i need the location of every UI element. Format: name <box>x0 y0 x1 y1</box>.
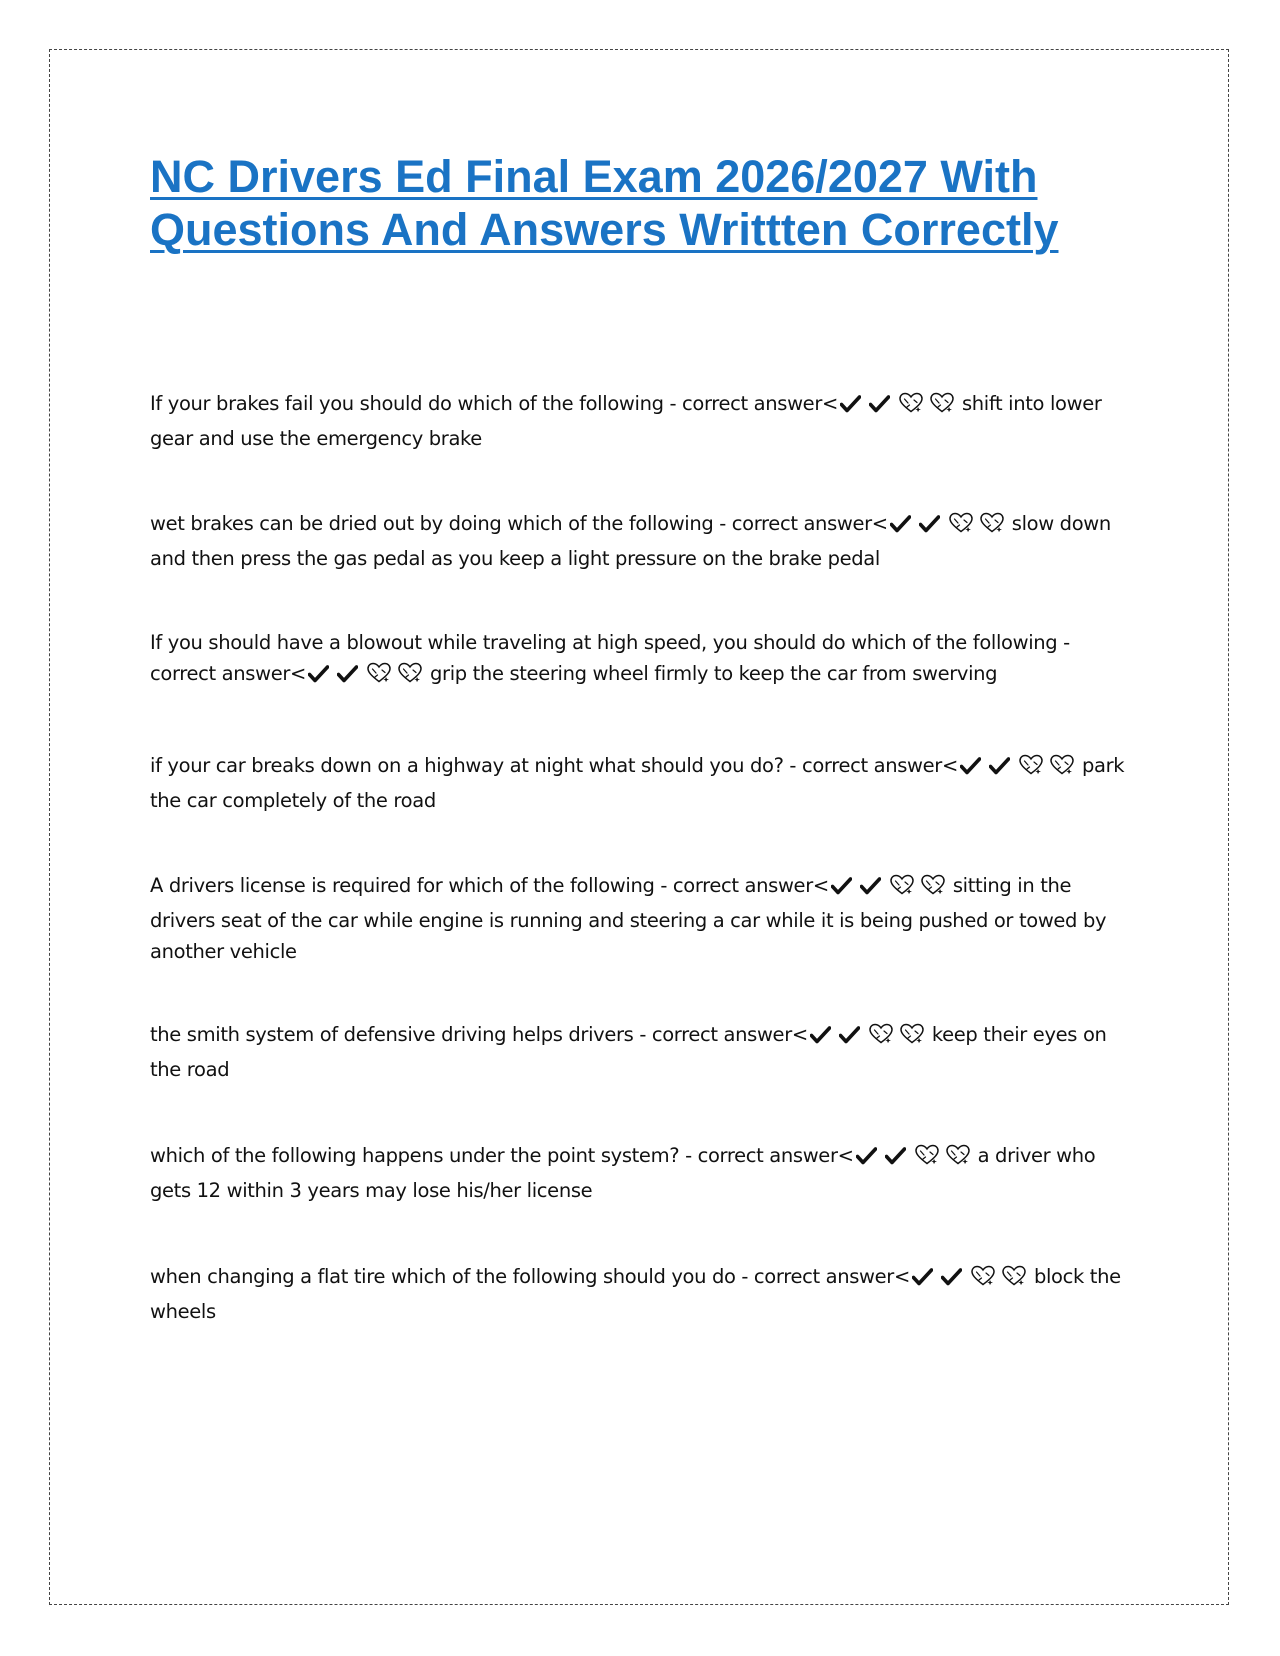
answer-text: a driver who gets 12 within 3 years may lose his/her license <box>150 1144 1096 1202</box>
question-text: if your car breaks down on a highway at night what should you do? - correct answer< <box>150 754 958 777</box>
check-icon <box>856 1143 877 1174</box>
question-text: wet brakes can be dried out by doing which of the following - correct answer< <box>150 512 888 535</box>
answer-text: sitting in the drivers seat of the car while engine is running and steering a car while it is being pushed or towed by another vehicle <box>150 874 1107 963</box>
check-icon <box>989 753 1010 784</box>
check-icon <box>919 511 940 542</box>
heart-icon <box>1018 754 1044 785</box>
qa-item <box>150 627 1130 693</box>
answer-text: slow down and then press the gas pedal as you keep a light pressure on the brake pedal <box>150 512 1111 570</box>
answer-marks <box>831 870 951 905</box>
heart-icon <box>868 1023 894 1054</box>
check-icon <box>810 1022 831 1053</box>
page-border <box>49 49 1229 1605</box>
question-text: when changing a flat tire which of the following should you do - correct answer< <box>150 1265 910 1288</box>
question-text: If you should have a blowout while traveling at high speed, you should do which of the following - correct answer< <box>150 631 1070 685</box>
qa-item <box>150 870 1130 967</box>
qa-item <box>150 388 1130 454</box>
answer-marks <box>840 388 960 423</box>
question-text: If your brakes fail you should do which of the following - correct answer< <box>150 392 838 415</box>
check-icon <box>890 511 911 542</box>
answer-marks <box>912 1261 1032 1296</box>
heart-icon <box>889 874 915 905</box>
answer-text: park the car completely of the road <box>150 754 1125 812</box>
answer-text: keep their eyes on the road <box>150 1023 1107 1081</box>
heart-icon <box>366 662 392 693</box>
check-icon <box>308 661 329 692</box>
question-text: A drivers license is required for which of the following - correct answer< <box>150 874 829 897</box>
qa-item <box>150 508 1130 574</box>
heart-icon <box>914 1144 940 1175</box>
check-icon <box>885 1143 906 1174</box>
check-icon <box>337 661 358 692</box>
check-icon <box>839 1022 860 1053</box>
heart-icon <box>929 392 955 423</box>
heart-icon <box>899 1023 925 1054</box>
check-icon <box>912 1264 933 1295</box>
document-title-text: NC Drivers Ed Final Exam 2026/2027 With Questions And Answers Writtten Correctly <box>150 151 1059 255</box>
heart-icon <box>970 1265 996 1296</box>
heart-icon <box>945 1144 971 1175</box>
check-icon <box>941 1264 962 1295</box>
check-icon <box>869 391 890 422</box>
heart-icon <box>979 512 1005 543</box>
qa-item <box>150 1140 1130 1206</box>
question-text: which of the following happens under the point system? - correct answer< <box>150 1144 854 1167</box>
document-title <box>150 150 1110 256</box>
qa-item <box>150 750 1130 816</box>
answer-marks <box>890 508 1010 543</box>
heart-icon <box>1049 754 1075 785</box>
heart-icon <box>898 392 924 423</box>
check-icon <box>831 873 852 904</box>
heart-icon <box>1001 1265 1027 1296</box>
question-text: the smith system of defensive driving helps drivers - correct answer< <box>150 1023 808 1046</box>
heart-icon <box>920 874 946 905</box>
check-icon <box>840 391 861 422</box>
answer-marks <box>960 750 1080 785</box>
answer-text: grip the steering wheel firmly to keep the car from swerving <box>430 662 998 685</box>
answer-text: shift into lower gear and use the emergency brake <box>150 392 1102 450</box>
answer-text: block the wheels <box>150 1265 1121 1323</box>
answer-marks <box>810 1019 930 1054</box>
qa-item <box>150 1019 1130 1085</box>
answer-marks <box>308 658 428 693</box>
heart-icon <box>948 512 974 543</box>
qa-item <box>150 1261 1130 1327</box>
check-icon <box>860 873 881 904</box>
heart-icon <box>397 662 423 693</box>
check-icon <box>960 753 981 784</box>
answer-marks <box>856 1140 976 1175</box>
